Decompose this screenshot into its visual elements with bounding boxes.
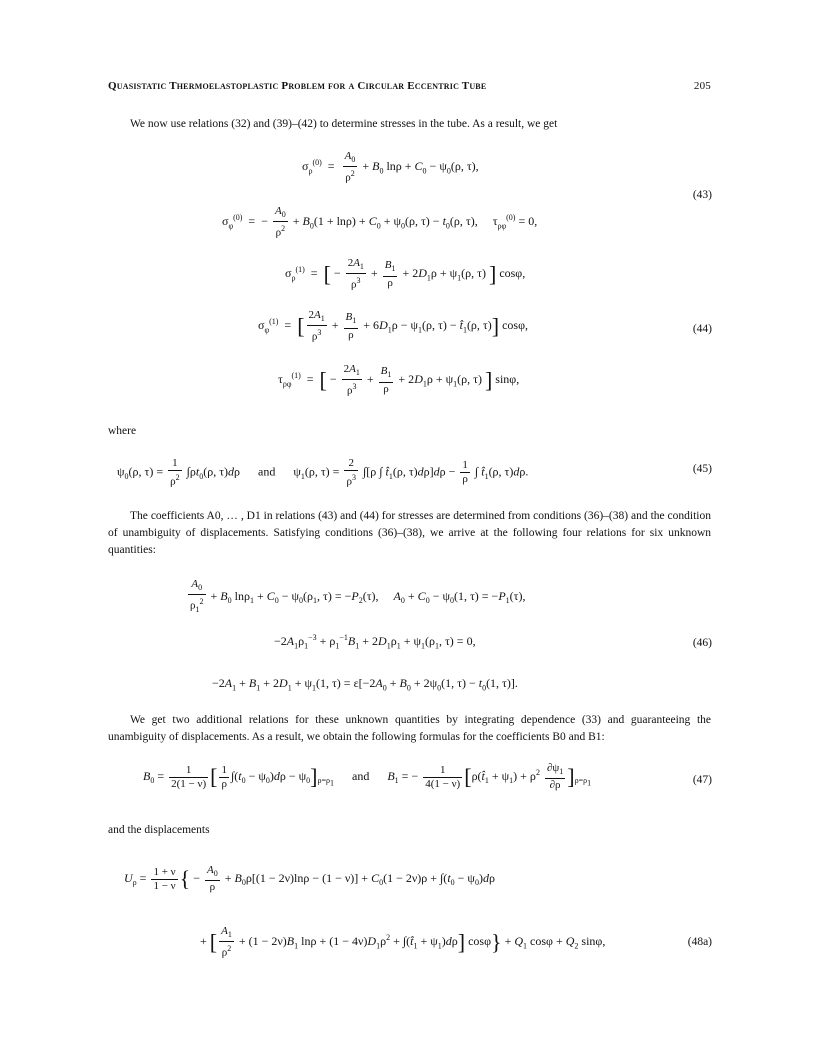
equation-number-46: (46) <box>692 637 712 649</box>
equation-b0-b1: $B_0$ = $\frac{1}{2(1 - \nu)}$ [ $\frac{1}{\rho}$ $\int(t_0 - \psi_0)d\rho - \psi_0]_{\rho=\rho_1}$ and $B_1$ = − $\frac{1}{4(1 - \nu)}$ [$\rho(t̂_1 + \psi_1) + \rho^2$ $\frac{\partial\psi_1}{\partial\rho}$ ]$_{\rho=\rho_1}$ <box>143 762 592 792</box>
coefficients-paragraph: The coefficients A0, … , D1 in relations (43) and (44) for stresses are determined from conditions (36)–(38) and the condition of unambiguity of displacements. Satisfying conditions (36)–(38), we arrive at the following four relations for six unknown quantities: <box>108 510 711 556</box>
additional-relations-paragraph: We get two additional relations for these unknown quantities by integrating dependence (33) and guaranteeing the unambiguity of displacements. As a result, we obtain the following formulas for the coefficients B0 and B1: <box>108 714 711 743</box>
connective-and-47: and <box>352 768 370 783</box>
equation-46-line3: $-2A_1 + B_1 + 2D_1 + \psi_1(1$, $\tau) = \varepsilon[-2A_0 + B_0 + 2\psi_0(1$, $\tau) - t_0(1$, τ)]. <box>212 676 518 693</box>
equation-46-line2: $-2A_1\rho_1^{-3} + \rho_1^{-1}B_1 + 2D_1\rho_1 + \psi_1(\rho_1$, τ) = 0, <box>274 633 476 651</box>
equation-sigma-phi-1: $\sigma_\varphi^{(1)}$ = [ $\frac{2A_1}{\rho^3}$ + $\frac{B_1}{\rho}$ + $6D_1\rho - \psi_1(\rho$, $\tau) - t̂_1(\rho$, τ)] cosφ, <box>258 309 528 343</box>
equation-48a-line1: $U_\rho$ = $\frac{1 + \nu}{1 - \nu}$ { − $\frac{A_0}{\rho}$ + $B_0\rho[(1 - 2\nu)\ln\rho - (1 - \nu)] + C_0(1 - 2\nu)\rho + \int(t_0 - \psi_0)d\rho$ <box>124 864 495 894</box>
connective-and-45: and <box>258 464 276 479</box>
intro-paragraph: We now use relations (32) and (39)–(42) to determine stresses in the tube. As a result, we get <box>130 118 558 130</box>
equation-48a-line2: + [ $\frac{A_1}{\rho^2}$ + $(1 - 2\nu)B_1$ $\ln\rho + (1 - 4\nu)D_1\rho^2$ + $\int(t̂_1 + \psi_1)d\rho$] $\cos\varphi\} + Q_1$ $\cos\varphi + Q_2$ sinφ, <box>200 925 606 959</box>
equation-46-line1: $\frac{A_0}{\rho_1^2}$ + $B_0$ $\ln\rho_1 + C_0 - \psi_0(\rho_1$, $\tau) = -P_2(\tau)$, $A_0 + C_0 - \psi_0(1$, $\tau) = -P_1(\tau)$, <box>190 578 526 615</box>
equation-number-44: (44) <box>692 323 712 335</box>
running-title: Quasistatic Thermoelastoplastic Problem for a Circular Eccentric Tube <box>108 80 487 92</box>
equation-psi-definitions: $\psi_0(\rho$, τ) = $\frac{1}{\rho^2}$ $\int\rho t_0(\rho$, τ)dρ and $\psi_1(\rho$, τ) = $\frac{2}{\rho^3}$ ∫[ρ ∫ $t̂_1(\rho$, τ)dρ]dρ − $\frac{1}{\rho}$ ∫ $t̂_1(\rho$, τ)dρ. <box>117 457 529 488</box>
equation-number-48a: (48a) <box>687 936 712 948</box>
equation-sigma-phi-0: $\sigma_\varphi^{(0)}$ = − $\frac{A_0}{\rho^2}$ + $B_0(1 + \ln\rho) + C_0 + \psi_0(\rho$, $\tau) - t_0(\rho$, τ), $\tau_{\rho\varphi}^{(0)} = 0$, <box>222 205 538 239</box>
running-header <box>108 80 711 92</box>
equation-number-45: (45) <box>692 463 712 475</box>
equation-number-43: (43) <box>692 189 712 201</box>
equation-sigma-rho-0: $\sigma_\rho^{(0)}$ = $\frac{A_0}{\rho^2}$ + $B_0$ $\ln\rho + C_0 - \psi_0(\rho$, τ), <box>302 150 479 184</box>
equation-sigma-rho-1: $\sigma_\rho^{(1)}$ = [ − $\frac{2A_1}{\rho^3}$ + $\frac{B_1}{\rho}$ + $2D_1\rho + \psi_1(\rho$, τ) ] cosφ, <box>285 257 526 291</box>
displacements-label: and the displacements <box>108 824 210 836</box>
where-label: where <box>108 425 137 437</box>
equation-tau-rho-phi-1: $\tau_{\rho\varphi}^{(1)}$ = [ − $\frac{2A_1}{\rho^3}$ + $\frac{B_1}{\rho}$ + $2D_1\rho + \psi_1(\rho$, τ) ] sinφ, <box>278 363 520 397</box>
page-number: 205 <box>693 80 711 92</box>
equation-number-47: (47) <box>692 774 712 786</box>
